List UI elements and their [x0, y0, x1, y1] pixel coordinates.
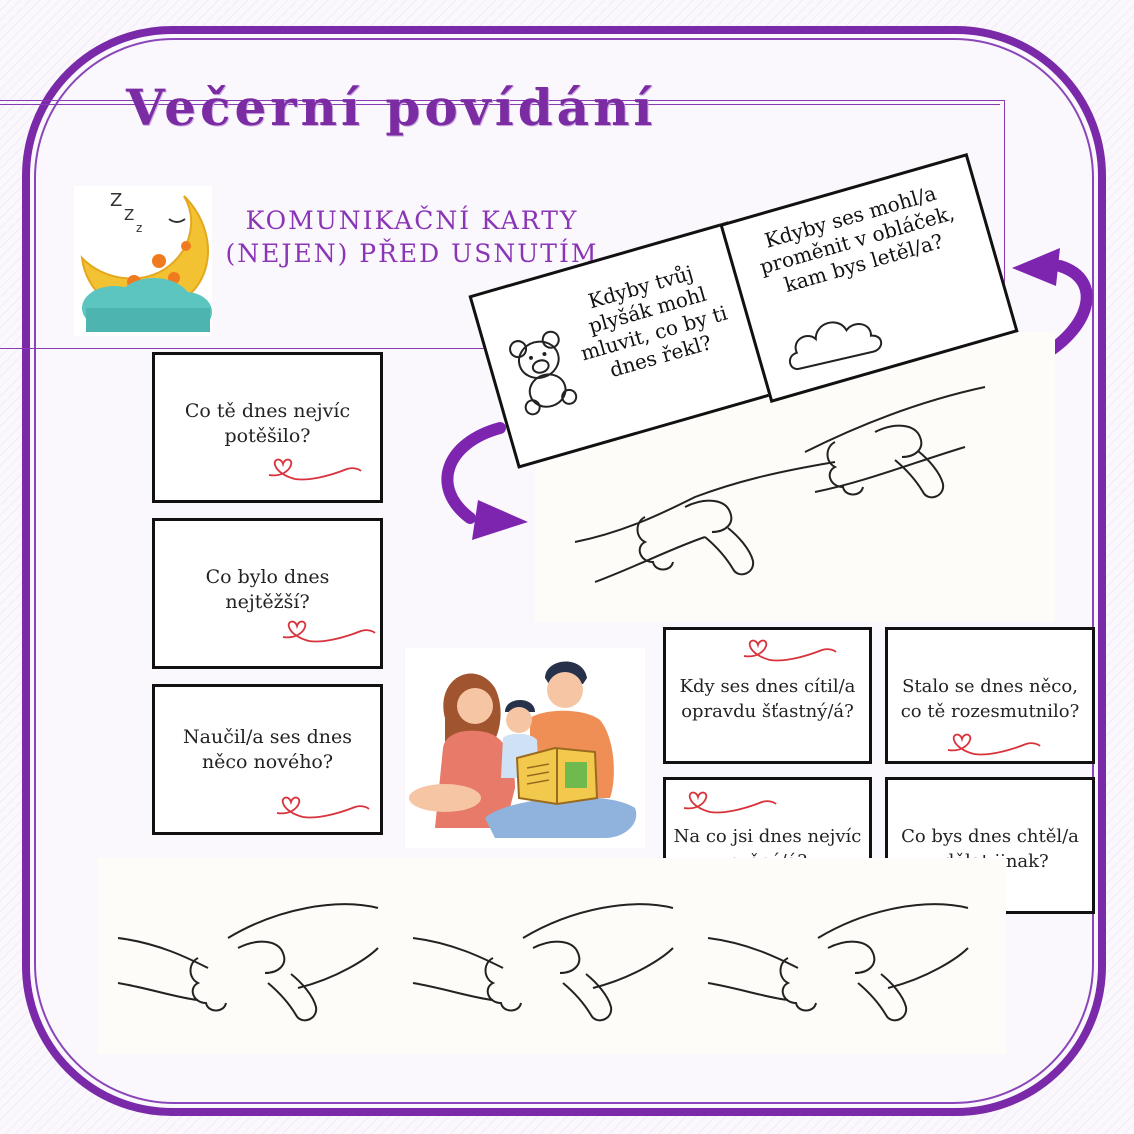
svg-text:Z: Z	[124, 206, 135, 224]
cloud-icon	[777, 300, 889, 381]
card-text-cloud: Kdyby ses mohl/a proměnit v obláček, kam bys letěl/a?	[756, 180, 958, 298]
heart-doodle-icon	[682, 788, 778, 818]
heart-doodle-icon	[946, 730, 1042, 760]
heart-doodle-icon	[267, 455, 363, 485]
question-card-2[interactable]	[152, 518, 383, 669]
subtitle	[212, 204, 612, 270]
question-card-3[interactable]	[152, 684, 383, 835]
question-card-5[interactable]	[885, 627, 1095, 764]
card-text-6: Na co jsi dnes nejvíc pyšný/á?	[673, 826, 862, 872]
sleeping-moon-icon	[74, 186, 212, 336]
card-text-4: Kdy ses dnes cítil/a opravdu šťastný/á?	[679, 676, 856, 722]
subtitle-line-2: (NEJEN) PŘED USNUTÍM	[225, 239, 599, 268]
heart-doodle-icon	[275, 793, 371, 823]
heart-doodle-icon	[281, 617, 377, 647]
heart-doodle-icon	[742, 636, 838, 666]
question-card-1[interactable]	[152, 352, 383, 503]
holding-hands-illustration-bottom	[98, 858, 1006, 1054]
question-card-4[interactable]	[663, 627, 872, 764]
svg-text:z: z	[136, 221, 143, 235]
card-text-5: Stalo se dnes něco, co tě rozesmutnilo?	[900, 676, 1080, 722]
svg-text:Z: Z	[110, 190, 123, 211]
card-text-teddy: Kdyby tvůj plyšák mohl mluvit, co by ti dnes řekl?	[577, 260, 730, 383]
page-title: Večerní povídání	[126, 78, 657, 137]
subtitle-line-1: KOMUNIKAČNÍ KARTY	[245, 206, 579, 235]
card-text-3: Naučil/a ses dnes něco nového?	[183, 726, 352, 773]
family-reading-illustration	[405, 648, 645, 848]
card-text-7: Co bys dnes chtěl/a udělat jinak?	[901, 826, 1079, 872]
card-text-1: Co tě dnes nejvíc potěšilo?	[184, 400, 351, 447]
card-text-2: Co bylo dnes nejtěžší?	[205, 566, 330, 613]
